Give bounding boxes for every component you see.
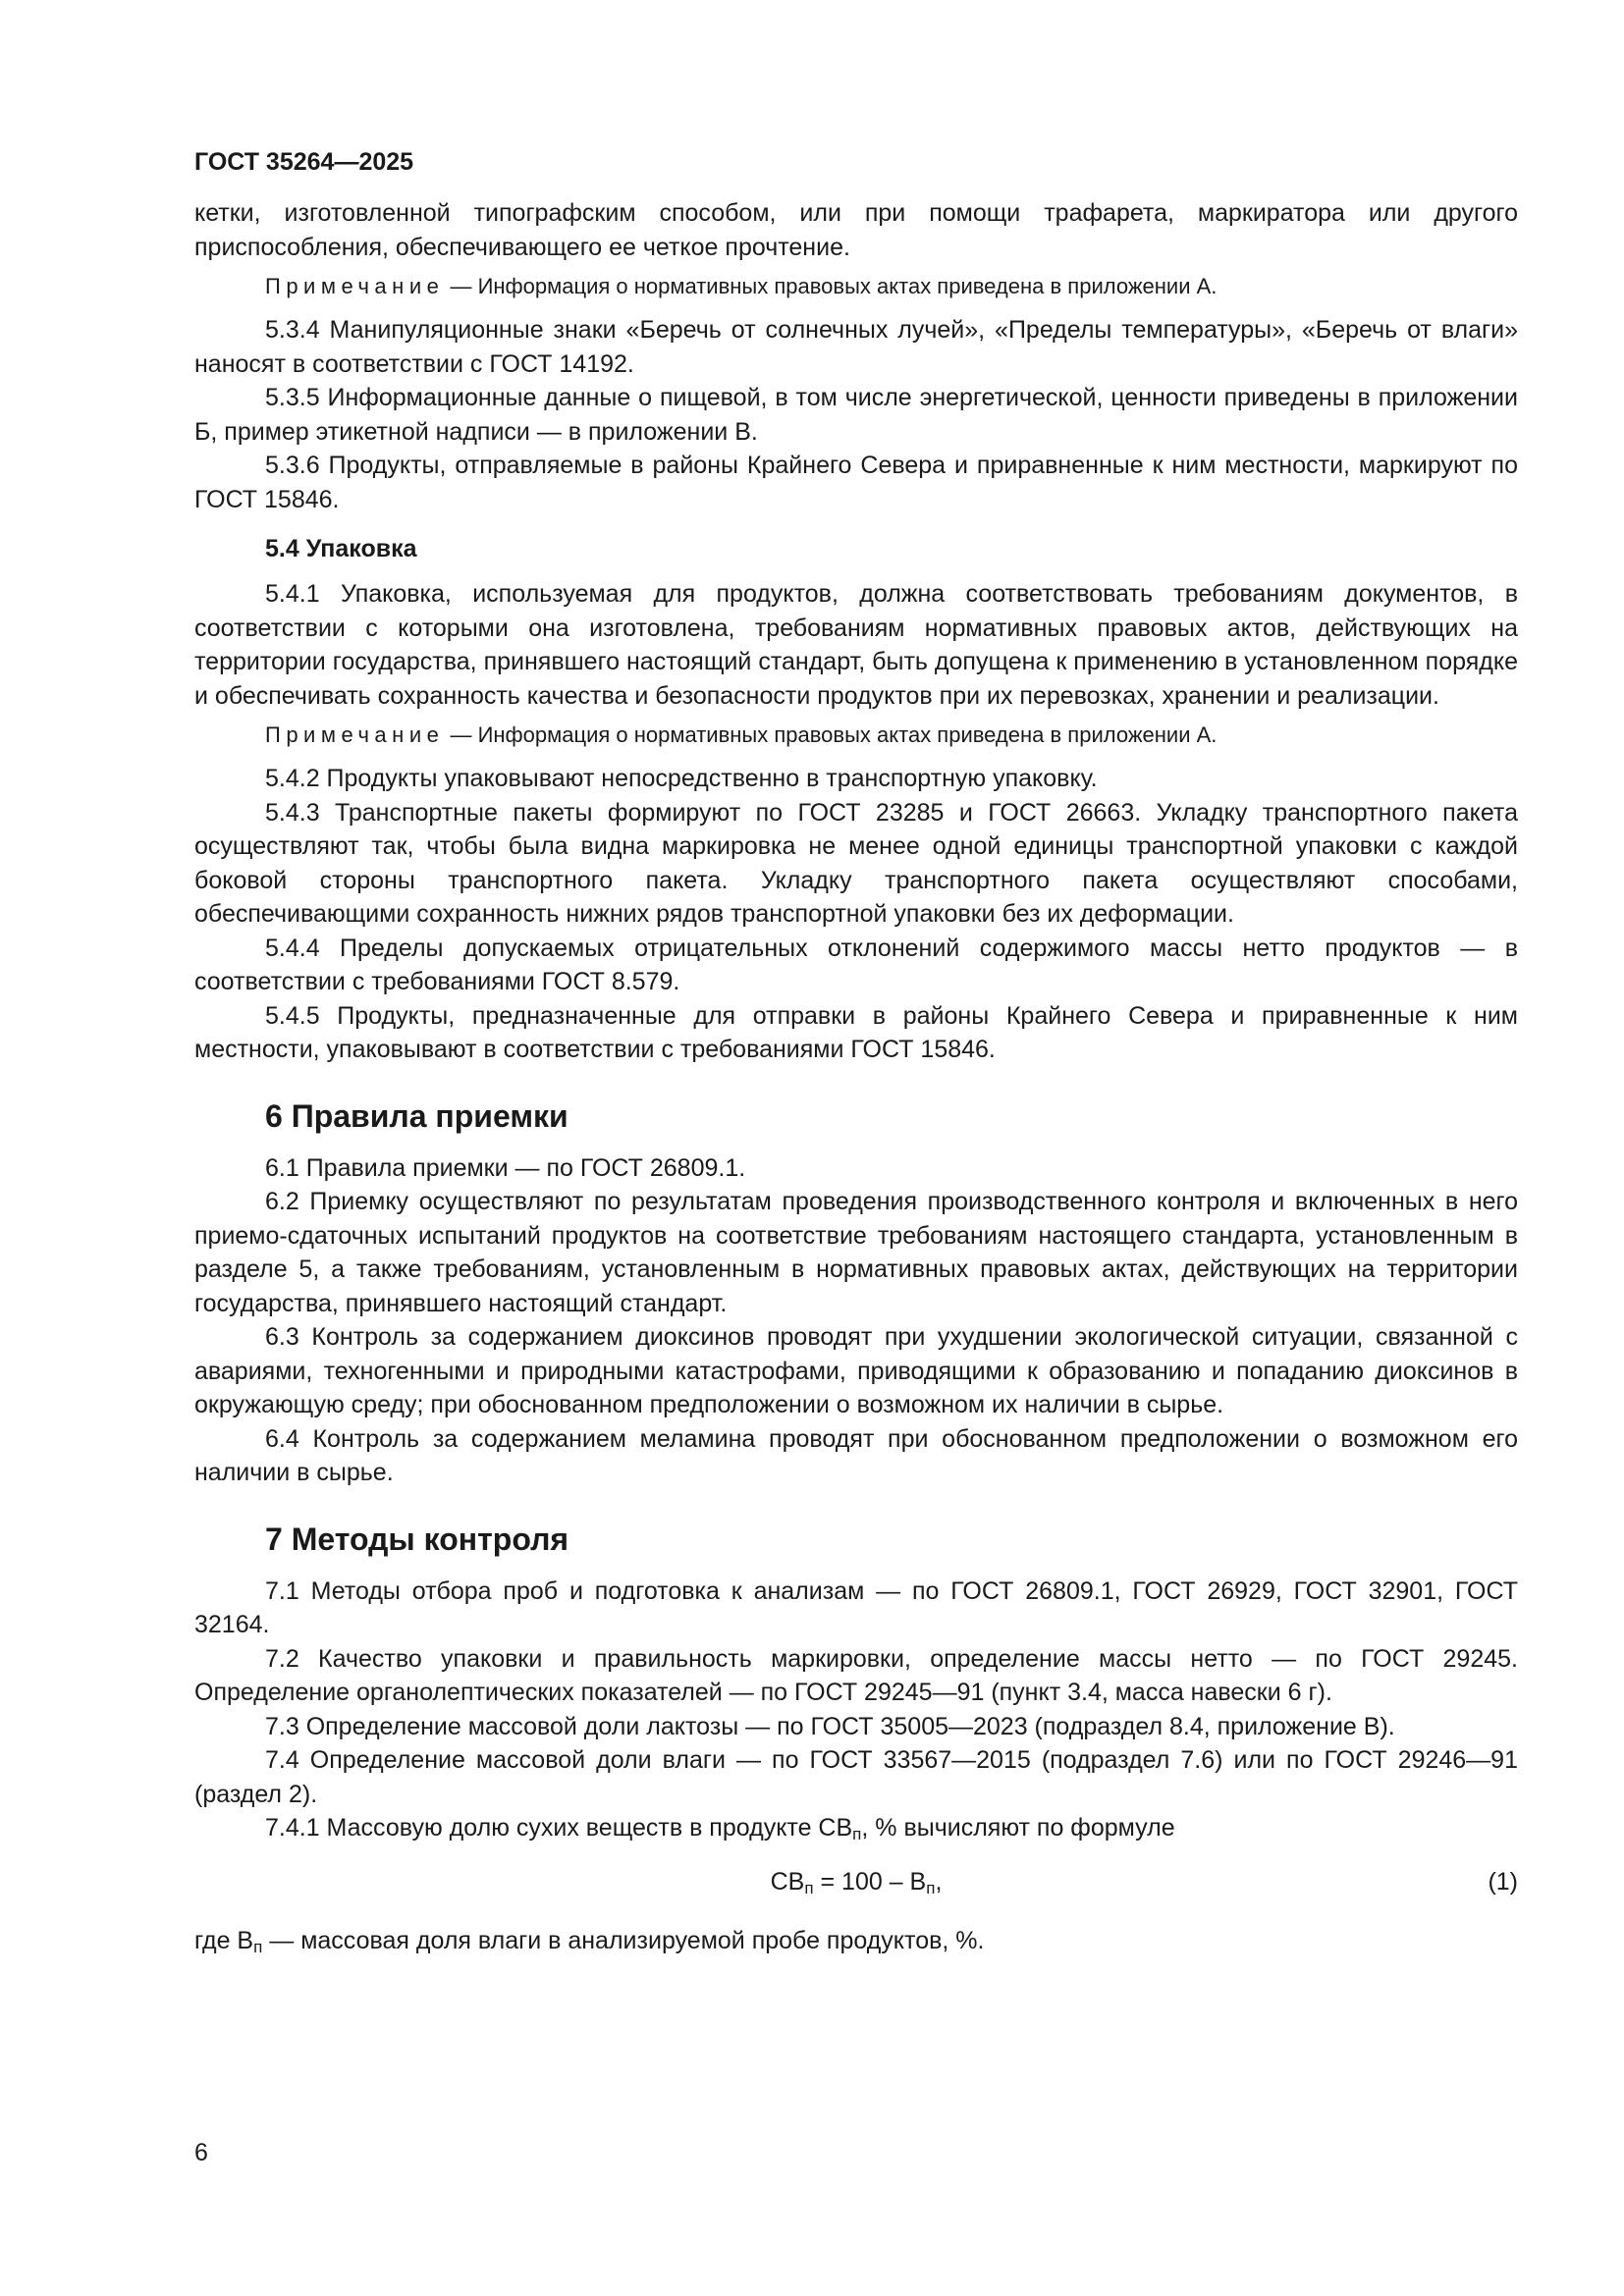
note-1: [194, 272, 1518, 301]
paragraph-6-4: 6.4 Контроль за содержанием меламина проводят при обоснованном предположении о возможном его наличии в сырье.: [194, 1424, 1518, 1486]
note-text: — Информация о нормативных правовых актах приведена в приложении А.: [444, 274, 1218, 298]
document-header: ГОСТ 35264—2025: [194, 148, 414, 176]
subscript: п: [926, 1878, 936, 1897]
paragraph-5-4-2: 5.4.2 Продукты упаковывают непосредственно в транспортную упаковку.: [265, 765, 1098, 792]
paragraph-5-4-5: 5.4.5 Продукты, предназначенные для отправки в районы Крайнего Севера и приравненные к ним местности, упаковывают в соответствии с требованиями ГОСТ 15846.: [194, 1001, 1518, 1063]
paragraph-7-2: 7.2 Качество упаковки и правильность маркировки, определение массы нетто — по ГОСТ 29245. Определение органолептических показателей — по ГОСТ 29245—91 (пункт 3.4, масса навески 6 г).: [194, 1644, 1518, 1706]
subscript: п: [253, 1937, 263, 1956]
paragraph-5-4-1: 5.4.1 Упаковка, используемая для продуктов, должна соответствовать требованиям документов, в соответствии с которыми она изготовлена, требованиям нормативных правовых актов, действующих на территории государства, принявшего настоящий стандарт, быть допущена к применению в установленном порядке и обеспечивать сохранность качества и безопасности продуктов при их перевозках, хранении и реализации.: [194, 580, 1518, 710]
subscript: п: [852, 1825, 862, 1843]
note-label: Примечание: [265, 274, 445, 298]
text-run: — массовая доля влаги в анализируемой пробе продуктов, %.: [262, 1926, 985, 1954]
formula-1: [194, 1865, 1518, 1900]
paragraph-5-3-5: 5.3.5 Информационные данные о пищевой, в том числе энергетической, ценности приведены в приложении Б, пример этикетной надписи — в приложении В.: [194, 384, 1518, 446]
paragraph-5-3-4: 5.3.4 Манипуляционные знаки «Беречь от солнечных лучей», «Пределы температуры», «Беречь от влаги» наносят в соответствии с ГОСТ 14192.: [194, 316, 1518, 378]
paragraph-7-4-1: [194, 1811, 1518, 1845]
paragraph-7-4: 7.4 Определение массовой доли влаги — по ГОСТ 33567—2015 (подраздел 7.6) или по ГОСТ 29246—91 (раздел 2).: [194, 1746, 1518, 1808]
paragraph-7-1: 7.1 Методы отбора проб и подготовка к анализам — по ГОСТ 26809.1, ГОСТ 26929, ГОСТ 32901, ГОСТ 32164.: [194, 1576, 1518, 1638]
section-heading-7: 7 Методы контроля: [265, 1521, 569, 1557]
paragraph-5-4-4: 5.4.4 Пределы допускаемых отрицательных отклонений содержимого массы нетто продуктов — в соответствии с требованиями ГОСТ 8.579.: [194, 934, 1518, 995]
formula-explanation: [194, 1924, 1518, 1958]
text-run: где В: [194, 1926, 254, 1954]
note-text: — Информация о нормативных правовых актах приведена в приложении А.: [444, 722, 1218, 747]
document-page: [194, 147, 1518, 1957]
paragraph-7-3: 7.3 Определение массовой доли лактозы — по ГОСТ 35005—2023 (подраздел 8.4, приложение В).: [265, 1712, 1395, 1740]
formula-end: ,: [935, 1867, 943, 1896]
paragraph-continued: кетки, изготовленной типографским способом, или при помощи трафарета, маркиратора или другого приспособления, обеспечивающего ее четкое прочтение.: [194, 199, 1518, 261]
page-number: 6: [194, 2139, 208, 2166]
formula-number: (1): [1488, 1867, 1518, 1896]
section-heading-6: 6 Правила приемки: [265, 1097, 568, 1134]
note-label: Примечание: [265, 722, 445, 747]
paragraph-5-3-6: 5.3.6 Продукты, отправляемые в районы Крайнего Севера и приравненные к ним местности, маркируют по ГОСТ 15846.: [194, 452, 1518, 513]
paragraph-6-3: 6.3 Контроль за содержанием диоксинов проводят при ухудшении экологической ситуации, связанной с авариями, техногенными и природными катастрофами, приводящими к образованию и попаданию диоксинов в окружающую среду; при обоснованном предположении о возможном их наличии в сырье.: [194, 1323, 1518, 1418]
formula-expression: [194, 1865, 1518, 1898]
text-run: 7.4.1 Массовую долю сухих веществ в продукте СВ: [265, 1814, 853, 1842]
paragraph-6-1: 6.1 Правила приемки — по ГОСТ 26809.1.: [265, 1153, 746, 1182]
formula-lhs: СВ: [770, 1867, 805, 1896]
formula-mid: = 100 – В: [813, 1867, 927, 1896]
note-2: [194, 721, 1518, 750]
paragraph-5-4-3: 5.4.3 Транспортные пакеты формируют по ГОСТ 23285 и ГОСТ 26663. Укладку транспортного пакета осуществляют так, чтобы была видна маркировка не менее одной единицы транспортной упаковки с каждой боковой стороны транспортного пакета. Укладку транспортного пакета осуществляют способами, обеспечивающими сохранность нижних рядов транспортной упаковки без их деформации.: [194, 798, 1518, 928]
subsection-heading-5-4: 5.4 Упаковка: [265, 535, 417, 562]
paragraph-6-2: 6.2 Приемку осуществляют по результатам проведения производственного контроля и включенных в него приемо-сдаточных испытаний продуктов на соответствие требованиям настоящего стандарта, установленным в разделе 5, а также требованиям, установленным в нормативных правовых актах, действующих на территории государства, принявшего настоящий стандарт.: [194, 1188, 1518, 1317]
subscript: п: [804, 1878, 814, 1897]
text-run: , % вычисляют по формуле: [861, 1814, 1175, 1842]
